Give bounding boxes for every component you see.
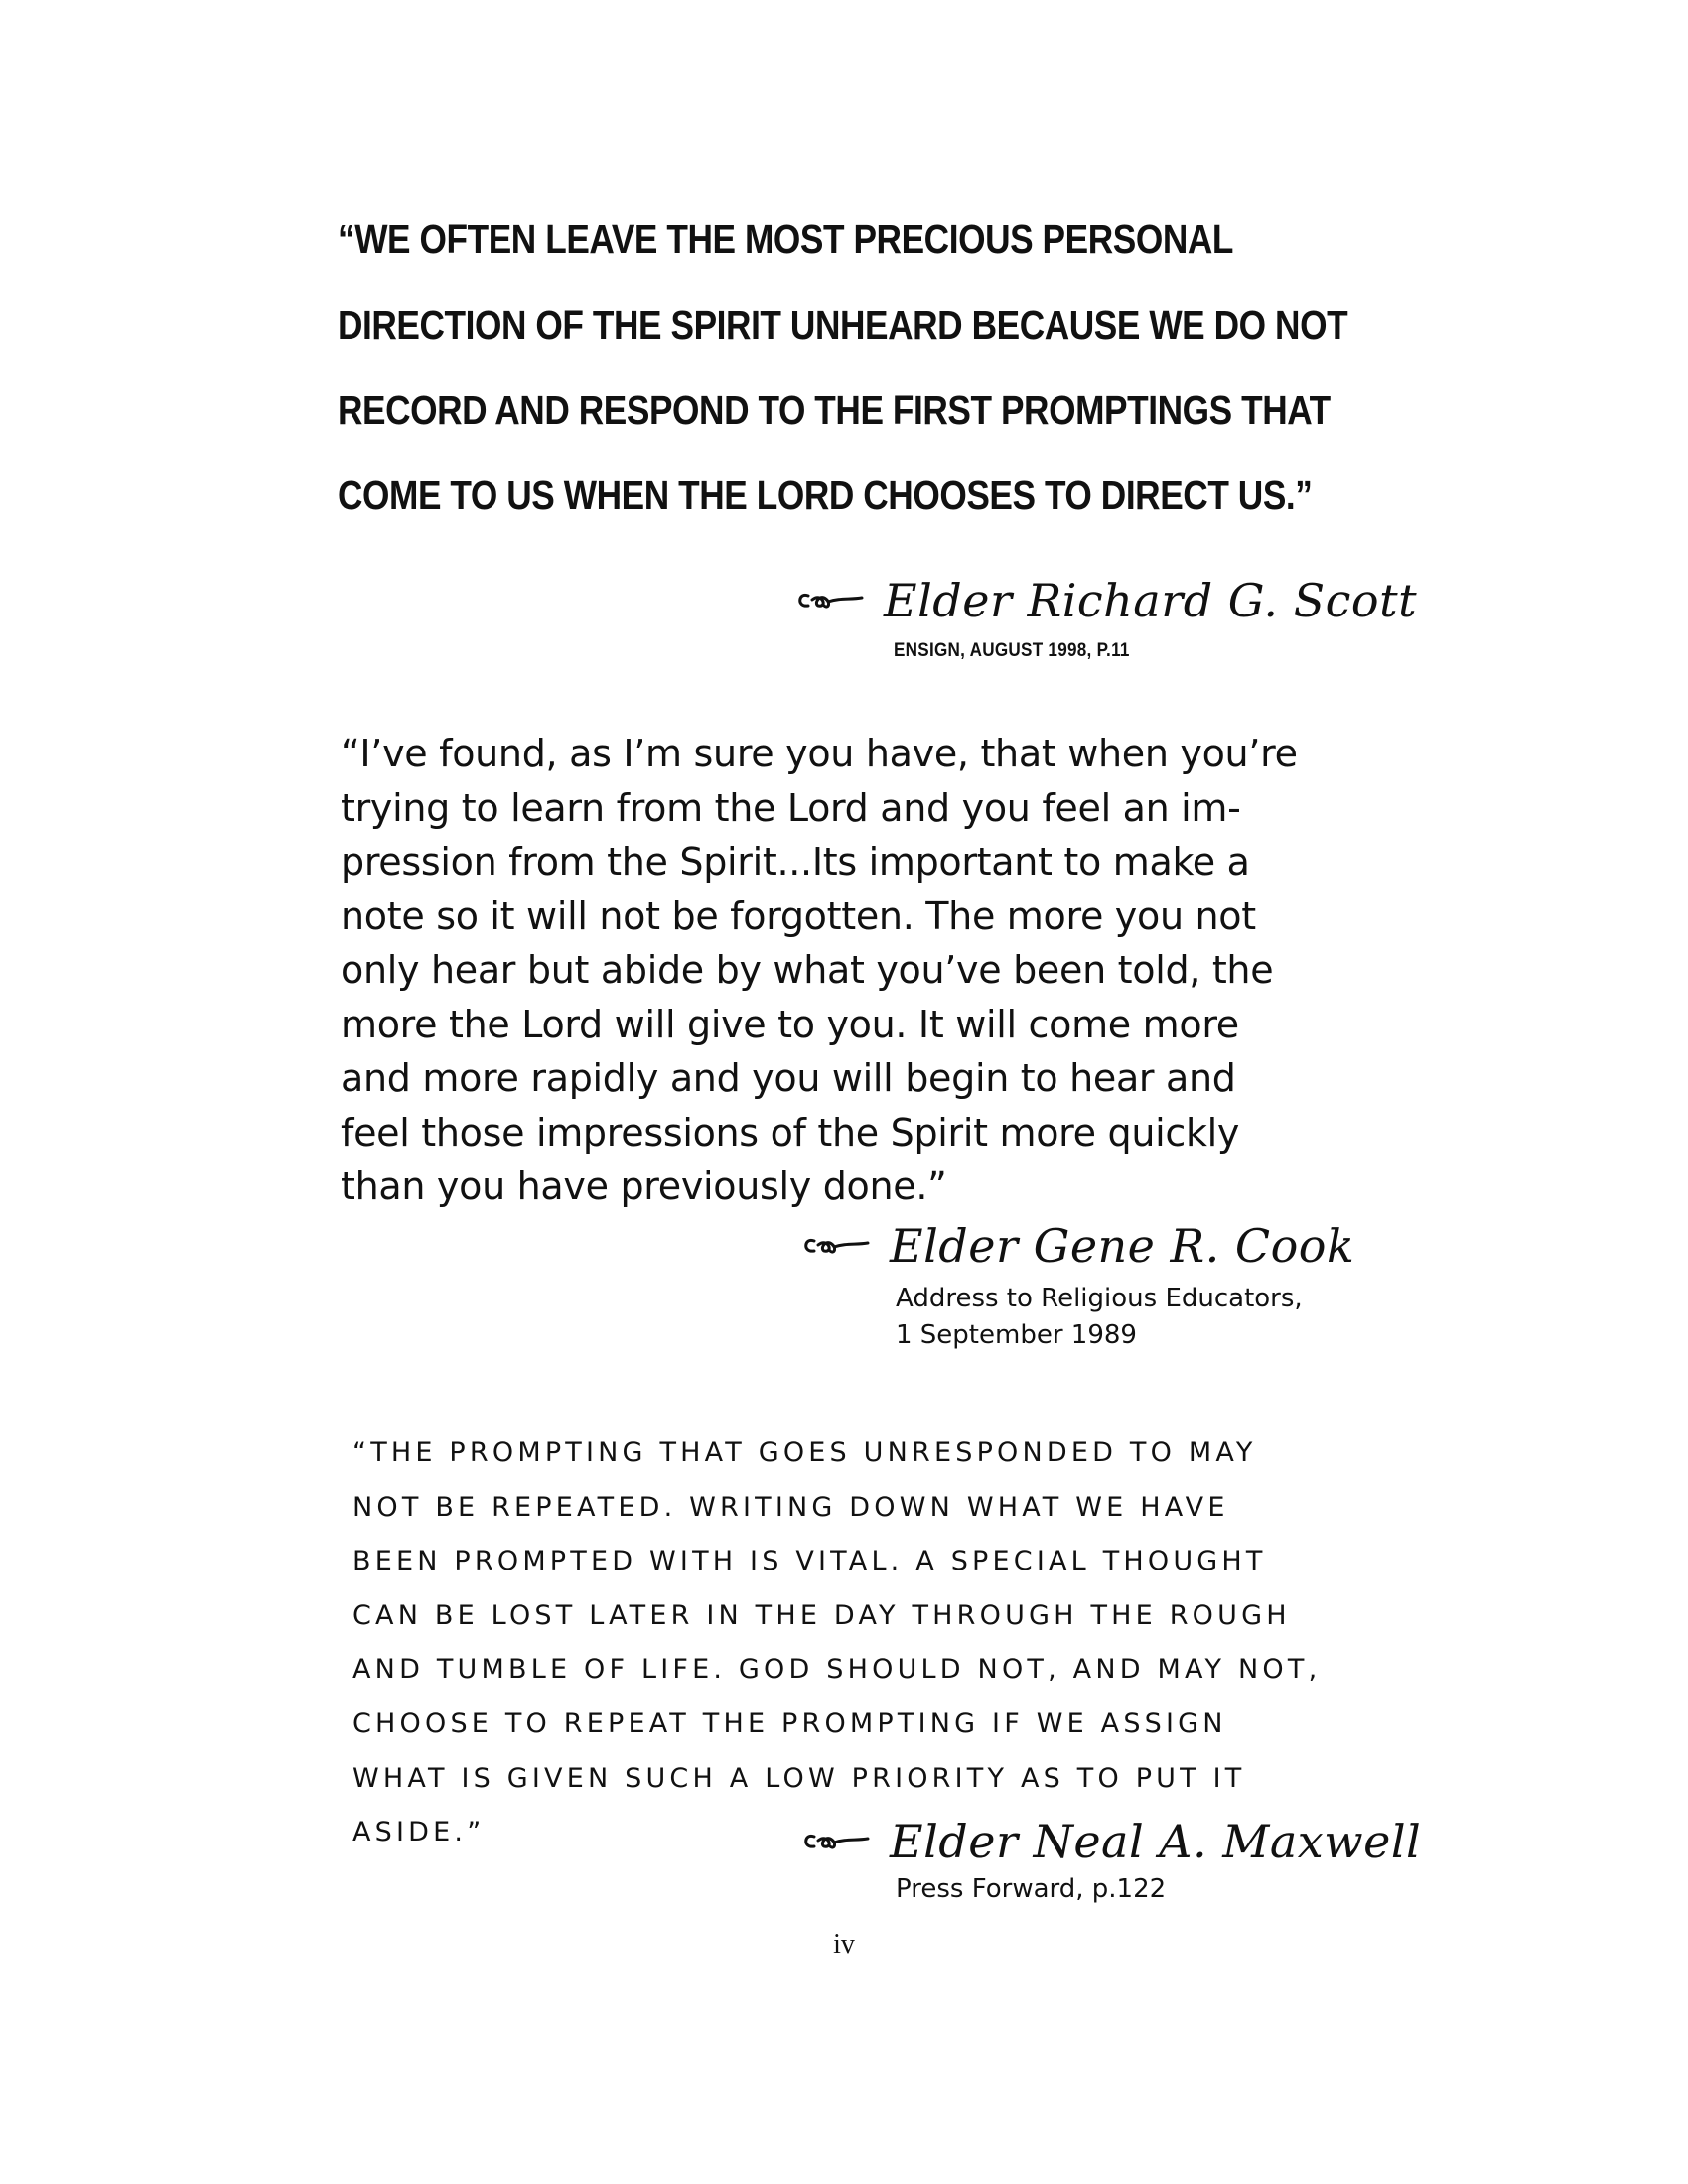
quote-scott xyxy=(338,197,1348,538)
quote-line: BEEN PROMPTED WITH IS VITAL. A SPECIAL THOUGHT xyxy=(352,1546,1267,1577)
author-name: Elder Neal A. Maxwell xyxy=(890,1815,1422,1868)
quote-line: ASIDE.” xyxy=(352,1817,486,1848)
quote-line: NOT BE REPEATED. WRITING DOWN WHAT WE HAVE xyxy=(352,1491,1229,1523)
source-line: Address to Religious Educators, xyxy=(896,1284,1303,1313)
source-citation xyxy=(896,1281,1303,1354)
quote-line: CAN BE LOST LATER IN THE DAY THROUGH THE ROUGH xyxy=(352,1599,1291,1631)
author-name: Elder Gene R. Cook xyxy=(890,1219,1355,1273)
flourish-icon xyxy=(800,1827,872,1856)
signature-maxwell xyxy=(800,1815,1421,1868)
quote-line: AND TUMBLE OF LIFE. GOD SHOULD NOT, AND MAY NOT, xyxy=(352,1654,1322,1686)
quote-line: more the Lord will give to you. It will come more xyxy=(341,1002,1239,1046)
source-line: 1 September 1989 xyxy=(896,1320,1137,1350)
quote-line: RECORD AND RESPOND TO THE FIRST PROMPTINGS THAT xyxy=(338,387,1331,433)
quote-line: and more rapidly and you will begin to hear and xyxy=(341,1056,1236,1100)
quote-maxwell xyxy=(352,1427,1365,1860)
flourish-icon xyxy=(800,1231,872,1261)
quote-line: WHAT IS GIVEN SUCH A LOW PRIORITY AS TO PUT IT xyxy=(352,1762,1246,1794)
page-number: iv xyxy=(833,1929,855,1960)
source-citation: ENSIGN, AUGUST 1998, P.11 xyxy=(894,640,1130,661)
quote-line: “WE OFTEN LEAVE THE MOST PRECIOUS PERSONAL xyxy=(338,216,1234,262)
quote-line: pression from the Spirit...Its important to make a xyxy=(341,840,1250,884)
quote-cook xyxy=(341,727,1353,1214)
quote-line: DIRECTION OF THE SPIRIT UNHEARD BECAUSE WE DO NOT xyxy=(338,302,1348,347)
quote-line: feel those impressions of the Spirit more quickly xyxy=(341,1110,1240,1155)
quote-line: COME TO US WHEN THE LORD CHOOSES TO DIRECT US.” xyxy=(338,473,1313,518)
quote-line: trying to learn from the Lord and you feel an im- xyxy=(341,785,1241,830)
quote-line: only hear but abide by what you’ve been told, the xyxy=(341,948,1274,992)
quote-line: note so it will not be forgotten. The more you not xyxy=(341,893,1256,938)
signature-scott xyxy=(794,574,1417,627)
source-citation: Press Forward, p.122 xyxy=(896,1874,1167,1904)
author-name: Elder Richard G. Scott xyxy=(884,574,1418,627)
signature-cook xyxy=(800,1219,1354,1273)
flourish-icon xyxy=(794,586,866,615)
quote-line: “THE PROMPTING THAT GOES UNRESPONDED TO MAY xyxy=(352,1437,1257,1468)
quote-line: “I’ve found, as I’m sure you have, that when you’re xyxy=(341,732,1298,775)
quote-line: CHOOSE TO REPEAT THE PROMPTING IF WE ASSIGN xyxy=(352,1707,1227,1739)
quote-line: than you have previously done.” xyxy=(341,1164,947,1208)
